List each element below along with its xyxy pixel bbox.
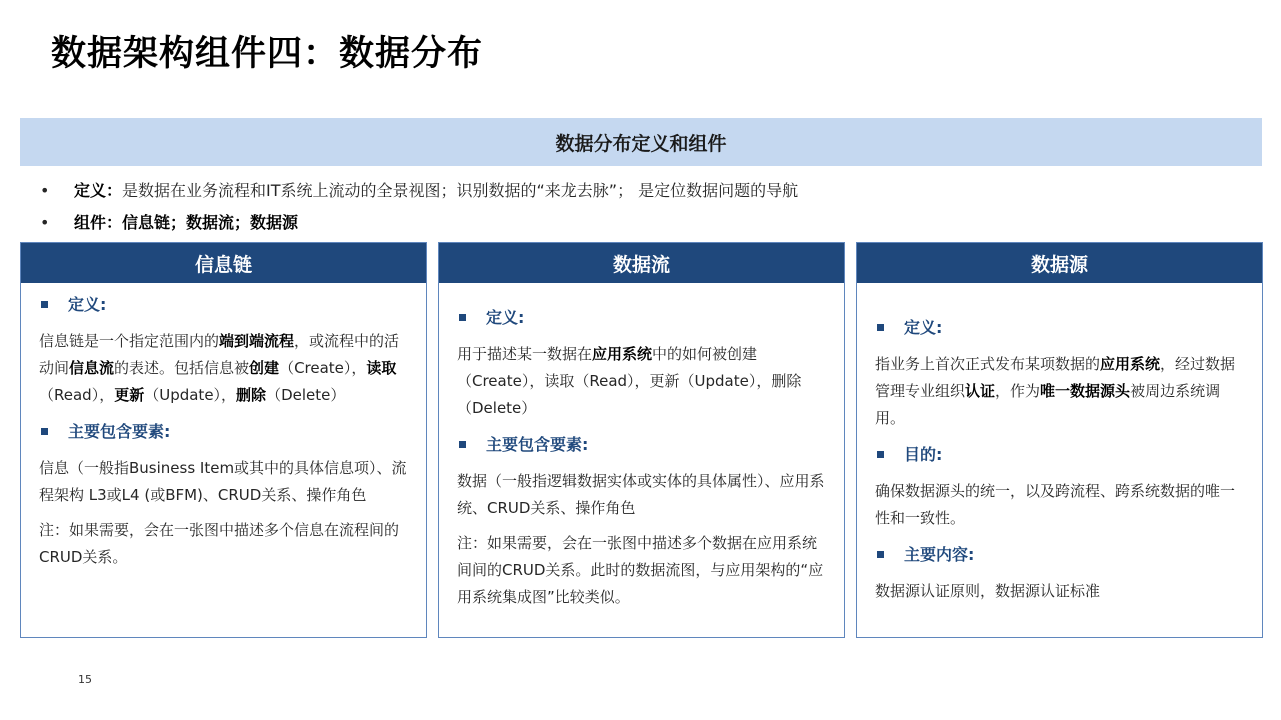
bullet-dot-icon: • xyxy=(40,213,50,232)
elements-text: 数据（一般指逻辑数据实体或实体的具体属性）、应用系统、CRUD关系、操作角色 xyxy=(457,472,825,517)
bullet-label: 组件： xyxy=(74,213,123,232)
summary-bullets xyxy=(40,175,798,239)
page-number: 15 xyxy=(78,673,92,686)
bullet-text: 信息链；数据流；数据源 xyxy=(122,213,299,232)
section-heading-definition: 定义: xyxy=(457,303,826,331)
note-text: 注：如果需要，会在一张图中描述多个数据在应用系统间间的CRUD关系。此时的数据流图，与应用架构的“应用系统集成图”比较类似。 xyxy=(457,534,824,606)
card-data-flow xyxy=(438,242,845,638)
bullet-definition xyxy=(40,175,798,207)
definition-text: 信息链是一个指定范围内的端到端流程，或流程中的活动间信息流的表述。包括信息被创建（Create），读取（Read），更新（Update），删除（Delete） xyxy=(39,332,400,404)
section-heading-elements: 主要包含要素: xyxy=(457,430,826,458)
square-bullet-icon xyxy=(41,428,48,435)
card-header xyxy=(21,243,426,283)
section-heading-content: 主要内容: xyxy=(875,540,1244,568)
note-text: 注：如果需要，会在一张图中描述多个信息在流程间的CRUD关系。 xyxy=(39,521,400,566)
section-heading-definition: 定义: xyxy=(875,313,1244,341)
card-body xyxy=(439,303,844,611)
card-body xyxy=(21,290,426,571)
section-heading-definition: 定义: xyxy=(39,290,408,318)
bullet-dot-icon: • xyxy=(40,181,50,200)
section-heading-elements: 主要包含要素: xyxy=(39,417,408,445)
square-bullet-icon xyxy=(41,301,48,308)
card-body xyxy=(857,313,1262,605)
bullet-label: 定义： xyxy=(74,181,123,200)
content-text: 数据源认证原则，数据源认证标准 xyxy=(875,582,1101,600)
card-title: 数据源 xyxy=(1030,253,1088,276)
purpose-text: 确保数据源头的统一，以及跨流程、跨系统数据的唯一性和一致性。 xyxy=(875,482,1236,527)
card-header xyxy=(857,243,1262,283)
banner-text: 数据分布定义和组件 xyxy=(555,132,727,155)
card-title: 信息链 xyxy=(194,253,252,276)
card-data-source xyxy=(856,242,1263,638)
square-bullet-icon xyxy=(459,314,466,321)
card-header xyxy=(439,243,844,283)
section-heading-purpose: 目的: xyxy=(875,440,1244,468)
card-information-chain xyxy=(20,242,427,638)
bullet-text: 是数据在业务流程和IT系统上流动的全景视图；识别数据的“来龙去脉”； 是定位数据问题的导航 xyxy=(122,181,799,200)
section-banner xyxy=(20,118,1262,166)
definition-text: 指业务上首次正式发布某项数据的应用系统，经过数据管理专业组织认证，作为唯一数据源头被周边系统调用。 xyxy=(875,355,1236,427)
slide-title: 数据架构组件四：数据分布 xyxy=(51,34,484,74)
elements-text: 信息（一般指Business Item或其中的具体信息项）、流程架构 L3或L4 (或BFM)、CRUD关系、操作角色 xyxy=(39,459,407,504)
card-title: 数据流 xyxy=(612,253,670,276)
square-bullet-icon xyxy=(877,551,884,558)
square-bullet-icon xyxy=(877,451,884,458)
square-bullet-icon xyxy=(877,324,884,331)
bullet-components xyxy=(40,207,798,239)
definition-text: 用于描述某一数据在应用系统中的如何被创建（Create），读取（Read），更新（Update），删除（Delete） xyxy=(457,345,802,417)
square-bullet-icon xyxy=(459,441,466,448)
